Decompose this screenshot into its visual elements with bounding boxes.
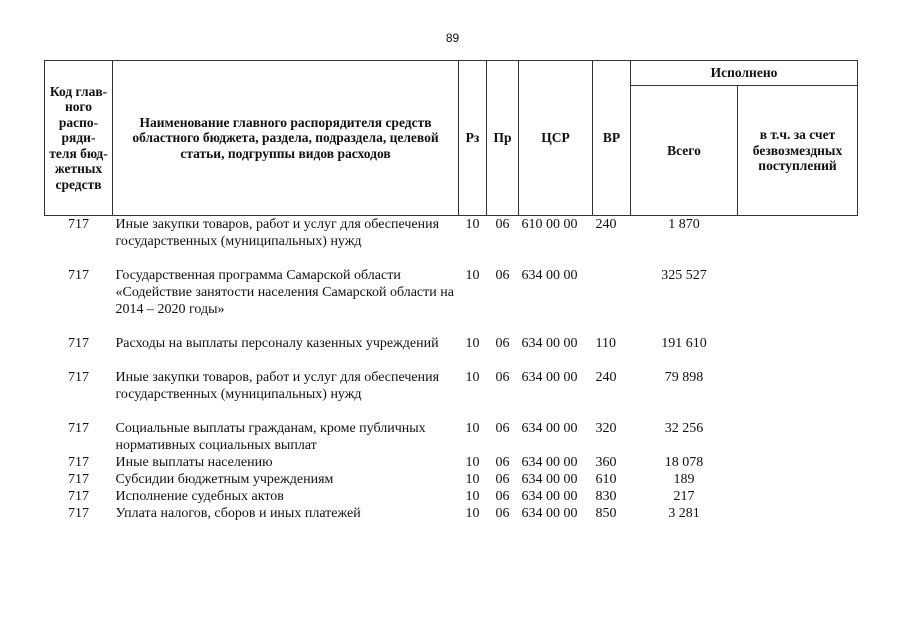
cell-pr: 06 [495, 217, 510, 232]
cell-free [738, 335, 858, 369]
cell-total: 189 [673, 472, 695, 487]
cell-vr: 240 [595, 370, 617, 385]
cell-rz: 10 [465, 421, 480, 436]
cell-vr: 610 [595, 472, 617, 487]
cell-free [738, 454, 858, 471]
cell-name: Уплата налогов, сборов и иных платежей [115, 506, 361, 521]
cell-rz: 10 [465, 268, 480, 283]
header-rz: Рз [459, 61, 487, 216]
table-row [45, 454, 858, 471]
cell-code: 717 [68, 472, 89, 487]
table-body [45, 216, 858, 523]
cell-name: Субсидии бюджетным учреждениям [115, 472, 334, 487]
cell-free [738, 267, 858, 335]
table-row [45, 488, 858, 505]
header-name: Наименование главного распорядителя средств областного бюджета, раздела, подраздела, целевой статьи, подгруппы видов расходов [113, 61, 459, 216]
table-row [45, 369, 858, 420]
cell-free [738, 488, 858, 505]
cell-rz: 10 [465, 336, 480, 351]
cell-vr [593, 267, 631, 335]
cell-rz: 10 [465, 217, 480, 232]
cell-pr: 06 [495, 506, 510, 521]
cell-rz: 10 [465, 506, 480, 521]
cell-name: Иные закупки товаров, работ и услуг для обеспечения государственных (муниципальных) нужд [115, 217, 440, 249]
cell-csr: 634 00 00 [521, 268, 578, 283]
cell-name: Исполнение судебных актов [115, 489, 284, 504]
cell-pr: 06 [495, 455, 510, 470]
cell-total: 79 898 [664, 370, 704, 385]
cell-code: 717 [68, 268, 89, 283]
cell-pr: 06 [495, 489, 510, 504]
header-incl-free: в т.ч. за счет безвозмездных поступлений [738, 86, 858, 216]
cell-total: 1 870 [668, 217, 700, 232]
cell-free [738, 471, 858, 488]
cell-code: 717 [68, 421, 89, 436]
cell-rz: 10 [465, 370, 480, 385]
cell-csr: 634 00 00 [521, 489, 578, 504]
cell-code: 717 [68, 455, 89, 470]
cell-rz: 10 [465, 472, 480, 487]
cell-code: 717 [68, 506, 89, 521]
cell-name: Иные выплаты населению [115, 455, 273, 470]
cell-vr: 850 [595, 506, 617, 521]
header-csr: ЦСР [519, 61, 593, 216]
cell-vr: 320 [595, 421, 617, 436]
cell-total: 3 281 [668, 506, 700, 521]
header-code: Код глав- ного распо- ряди- теля бюд- жетных средств [45, 61, 113, 216]
cell-pr: 06 [495, 370, 510, 385]
cell-csr: 634 00 00 [521, 472, 578, 487]
cell-code: 717 [68, 217, 89, 232]
cell-pr: 06 [495, 472, 510, 487]
cell-vr: 240 [595, 217, 617, 232]
cell-vr: 830 [595, 489, 617, 504]
cell-total: 32 256 [664, 421, 704, 436]
cell-pr: 06 [495, 421, 510, 436]
cell-vr: 110 [595, 336, 616, 351]
cell-csr: 610 00 00 [521, 217, 578, 232]
header-vr: ВР [593, 61, 631, 216]
cell-rz: 10 [465, 489, 480, 504]
cell-total: 191 610 [661, 336, 707, 351]
page-number: 89 [445, 31, 460, 45]
header-pr: Пр [487, 61, 519, 216]
header-total: Всего [631, 86, 738, 216]
cell-name: Государственная программа Самарской области «Содействие занятости населения Самарской области на 2014 – 2020 годы» [115, 268, 454, 317]
cell-name: Иные закупки товаров, работ и услуг для обеспечения государственных (муниципальных) нужд [115, 370, 440, 402]
cell-csr: 634 00 00 [521, 506, 578, 521]
table-row [45, 267, 858, 335]
cell-pr: 06 [495, 336, 510, 351]
table-row [45, 216, 858, 268]
cell-vr: 360 [595, 455, 617, 470]
cell-name: Расходы на выплаты персоналу казенных учреждений [115, 336, 439, 351]
cell-free [738, 369, 858, 420]
cell-csr: 634 00 00 [521, 336, 578, 351]
table-header [45, 61, 858, 216]
cell-csr: 634 00 00 [521, 421, 578, 436]
cell-name: Социальные выплаты гражданам, кроме публичных нормативных социальных выплат [115, 421, 426, 453]
table-row [45, 471, 858, 488]
cell-rz: 10 [465, 455, 480, 470]
table-row [45, 335, 858, 369]
cell-code: 717 [68, 489, 89, 504]
cell-total: 18 078 [664, 455, 704, 470]
cell-free [738, 420, 858, 454]
table-row [45, 420, 858, 454]
table-row [45, 505, 858, 522]
cell-csr: 634 00 00 [521, 455, 578, 470]
cell-free [738, 505, 858, 522]
cell-code: 717 [68, 370, 89, 385]
cell-total: 217 [673, 489, 695, 504]
cell-total: 325 527 [661, 268, 707, 283]
cell-code: 717 [68, 336, 89, 351]
cell-free [738, 216, 858, 268]
budget-table [44, 60, 858, 522]
cell-pr: 06 [495, 268, 510, 283]
cell-csr: 634 00 00 [521, 370, 578, 385]
header-executed: Исполнено [631, 61, 858, 86]
